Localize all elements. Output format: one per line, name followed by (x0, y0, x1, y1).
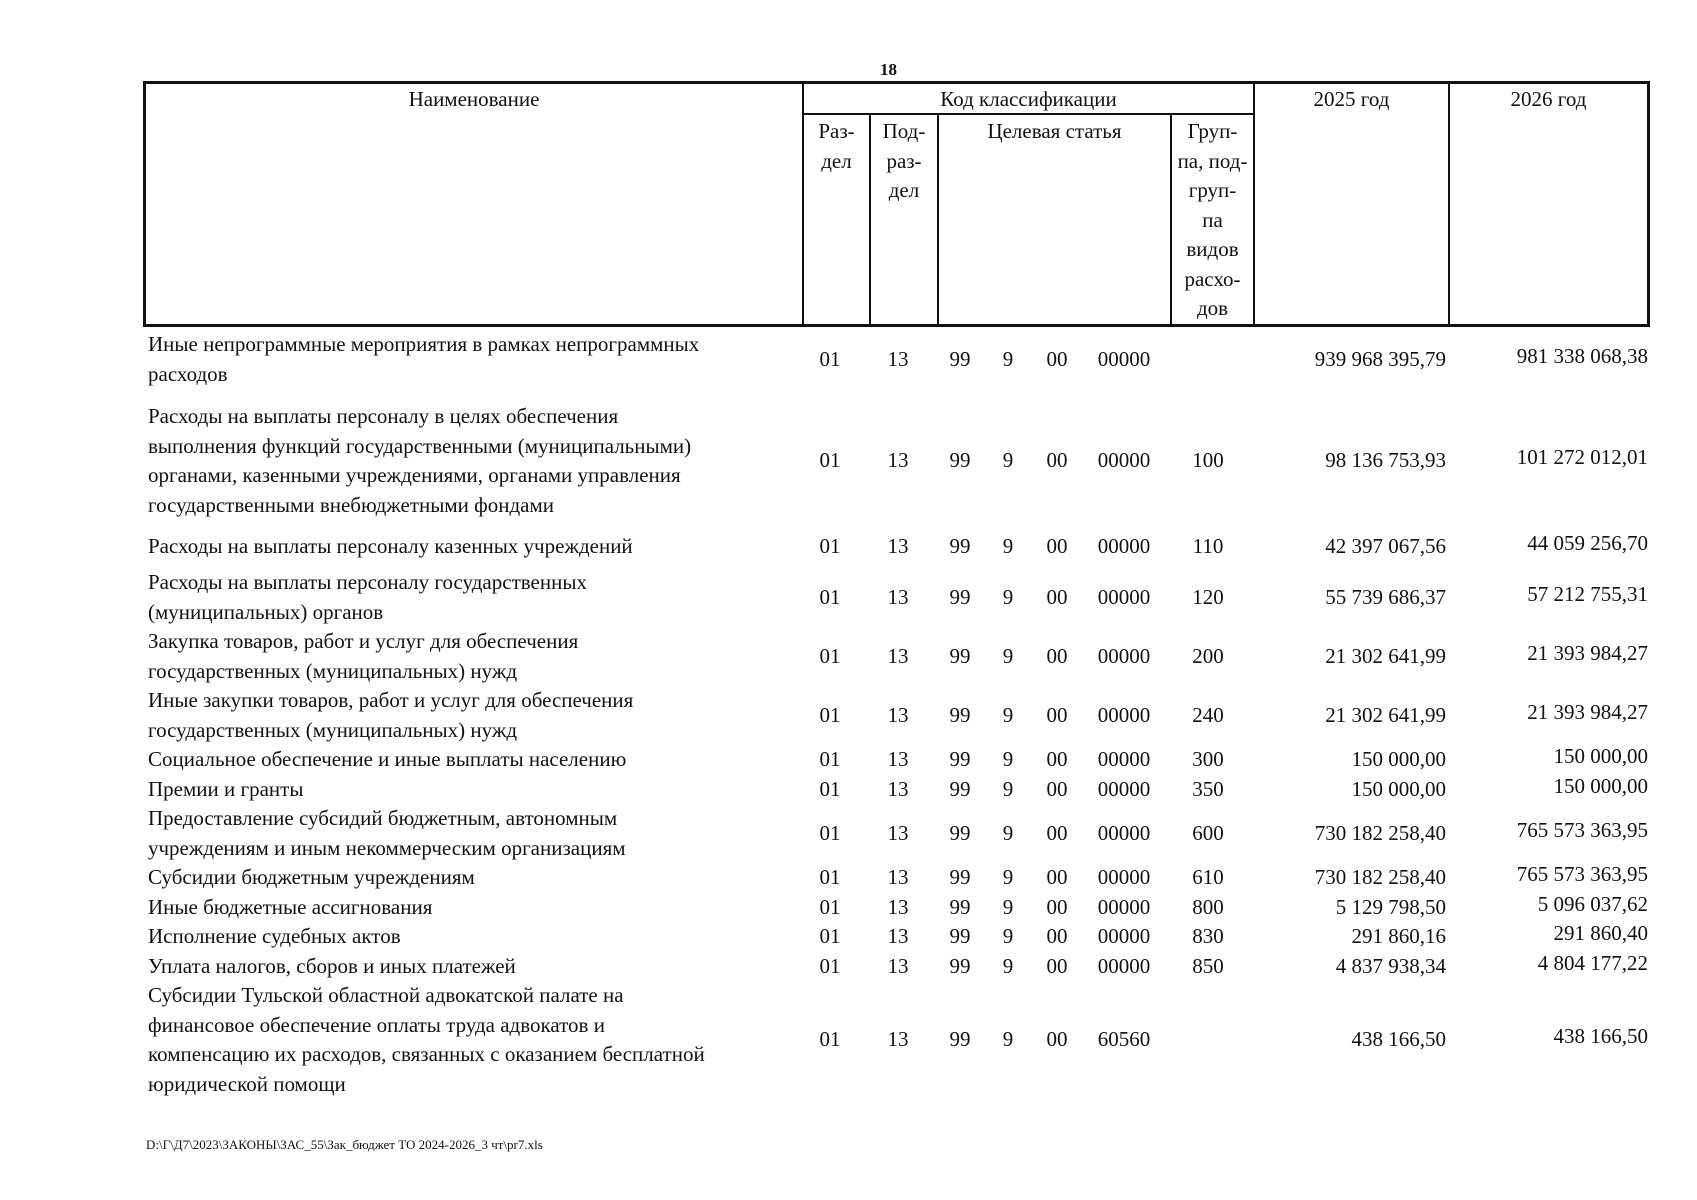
cell-cs4: 00000 (1097, 702, 1151, 727)
cell-razdel: 01 (819, 777, 841, 801)
cell-v2025: 4 837 938,34 (1335, 954, 1446, 978)
header-celevaya: Целевая статья (987, 119, 1122, 143)
cell-v2025: 21 302 641,99 (1325, 702, 1446, 727)
cell-vr: 300 (1192, 747, 1224, 771)
cell-cs3: 00 (1046, 895, 1068, 919)
cell-cs3: 00 (1046, 346, 1068, 371)
header-name: Наименование (408, 87, 540, 111)
cell-razdel: 01 (819, 954, 841, 978)
row-name: Субсидии Тульской областной адвокатской палате на финансовое обеспечение оплаты труда адвокатов и компенсацию их расходов, связанных с оказанием бесплатной юридической помощи (148, 983, 705, 1096)
cell-v2026: 101 272 012,01 (1516, 445, 1648, 470)
cell-v2026: 981 338 068,38 (1516, 343, 1648, 368)
cell-cs3: 00 (1046, 448, 1068, 473)
cell-cs3: 00 (1046, 777, 1068, 801)
cell-v2025: 730 182 258,40 (1314, 820, 1446, 845)
cell-razdel: 01 (819, 346, 841, 371)
cell-v2026: 438 166,50 (1553, 1024, 1648, 1049)
cell-cs2: 9 (1002, 702, 1014, 727)
cell-cs3: 00 (1046, 534, 1068, 558)
cell-cs1: 99 (949, 534, 971, 558)
cell-razdel: 01 (819, 448, 841, 473)
header-razdel: Раз- дел (818, 119, 855, 173)
row-name: Расходы на выплаты персоналу в целях обеспечения выполнения функций государственными (муниципальными) органами, казенными учреждениями, органами управления государственными внебюджетными фондами (148, 404, 692, 517)
cell-podrazdel: 13 (887, 1027, 909, 1052)
cell-razdel: 01 (819, 747, 841, 771)
cell-cs1: 99 (949, 1027, 971, 1052)
cell-razdel: 01 (819, 1027, 841, 1052)
cell-v2026: 57 212 755,31 (1527, 581, 1648, 606)
cell-cs3: 00 (1046, 865, 1068, 889)
cell-cs4: 00000 (1097, 777, 1151, 801)
row-name: Исполнение судебных актов (148, 924, 401, 948)
cell-razdel: 01 (819, 643, 841, 668)
cell-v2025: 730 182 258,40 (1314, 865, 1446, 889)
row-name: Расходы на выплаты персоналу государственных (муниципальных) органов (148, 570, 587, 624)
cell-podrazdel: 13 (887, 924, 909, 948)
cell-cs3: 00 (1046, 954, 1068, 978)
cell-v2026: 150 000,00 (1553, 774, 1648, 798)
cell-vr: 600 (1192, 820, 1224, 845)
cell-razdel: 01 (819, 895, 841, 919)
cell-razdel: 01 (819, 820, 841, 845)
cell-cs2: 9 (1002, 448, 1014, 473)
cell-cs4: 00000 (1097, 954, 1151, 978)
row-name: Уплата налогов, сборов и иных платежей (148, 954, 516, 978)
cell-vr: 610 (1192, 865, 1224, 889)
cell-v2026: 765 573 363,95 (1516, 862, 1648, 886)
cell-cs4: 00000 (1097, 924, 1151, 948)
cell-cs4: 00000 (1097, 747, 1151, 771)
cell-vr: 200 (1192, 643, 1224, 668)
cell-podrazdel: 13 (887, 534, 909, 558)
cell-vr: 850 (1192, 954, 1224, 978)
cell-cs3: 00 (1046, 702, 1068, 727)
cell-cs2: 9 (1002, 1027, 1014, 1052)
cell-cs2: 9 (1002, 346, 1014, 371)
cell-razdel: 01 (819, 584, 841, 609)
cell-vr: 110 (1192, 534, 1224, 558)
cell-cs2: 9 (1002, 777, 1014, 801)
cell-v2026: 21 393 984,27 (1527, 640, 1648, 665)
cell-vr: 240 (1192, 702, 1224, 727)
cell-v2025: 438 166,50 (1351, 1027, 1446, 1052)
cell-v2025: 150 000,00 (1351, 777, 1446, 801)
cell-v2025: 939 968 395,79 (1314, 346, 1446, 371)
table-header (143, 81, 1650, 327)
cell-cs1: 99 (949, 895, 971, 919)
cell-cs2: 9 (1002, 534, 1014, 558)
cell-vr: 120 (1192, 584, 1224, 609)
cell-podrazdel: 13 (887, 820, 909, 845)
cell-cs2: 9 (1002, 865, 1014, 889)
row-name: Иные непрограммные мероприятия в рамках непрограммных расходов (148, 332, 700, 386)
page-number: 18 (880, 60, 897, 79)
cell-razdel: 01 (819, 865, 841, 889)
cell-razdel: 01 (819, 702, 841, 727)
cell-v2025: 150 000,00 (1351, 747, 1446, 771)
cell-vr: 350 (1192, 777, 1224, 801)
cell-cs3: 00 (1046, 643, 1068, 668)
cell-v2026: 291 860,40 (1553, 921, 1648, 945)
cell-cs2: 9 (1002, 924, 1014, 948)
header-podrazdel: Под- раз- дел (882, 119, 926, 202)
cell-cs4: 00000 (1097, 448, 1151, 473)
cell-cs1: 99 (949, 777, 971, 801)
cell-v2026: 150 000,00 (1553, 744, 1648, 768)
cell-v2026: 5 096 037,62 (1537, 892, 1648, 916)
cell-cs2: 9 (1002, 643, 1014, 668)
cell-cs4: 00000 (1097, 534, 1151, 558)
row-name: Иные закупки товаров, работ и услуг для обеспечения государственных (муниципальных) нужд (148, 688, 634, 742)
cell-cs3: 00 (1046, 820, 1068, 845)
cell-cs1: 99 (949, 820, 971, 845)
cell-podrazdel: 13 (887, 584, 909, 609)
cell-cs1: 99 (949, 865, 971, 889)
cell-cs2: 9 (1002, 895, 1014, 919)
cell-cs1: 99 (949, 747, 971, 771)
cell-podrazdel: 13 (887, 865, 909, 889)
cell-cs1: 99 (949, 924, 971, 948)
cell-podrazdel: 13 (887, 702, 909, 727)
cell-v2025: 55 739 686,37 (1325, 584, 1446, 609)
cell-cs1: 99 (949, 448, 971, 473)
cell-podrazdel: 13 (887, 747, 909, 771)
row-name: Социальное обеспечение и иные выплаты населению (148, 747, 627, 771)
cell-v2026: 21 393 984,27 (1527, 699, 1648, 724)
cell-vr: 830 (1192, 924, 1224, 948)
header-2025: 2025 год (1313, 87, 1390, 111)
cell-vr: 800 (1192, 895, 1224, 919)
file-path-footer: D:\Г\Д7\2023\ЗАКОНЫ\ЗАС_55\Зак_бюджет ТО 2024-2026_3 чт\pr7.xls (146, 1137, 543, 1152)
cell-podrazdel: 13 (887, 643, 909, 668)
header-gruppa: Груп- па, под- груп- па видов расхо- дов (1177, 119, 1248, 320)
cell-podrazdel: 13 (887, 448, 909, 473)
row-name: Закупка товаров, работ и услуг для обеспечения государственных (муниципальных) нужд (148, 629, 579, 683)
cell-podrazdel: 13 (887, 954, 909, 978)
cell-cs1: 99 (949, 702, 971, 727)
row-name: Предоставление субсидий бюджетным, автономным учреждениям и иным некоммерческим организациям (148, 806, 626, 860)
row-name: Расходы на выплаты персоналу казенных учреждений (148, 534, 633, 558)
cell-cs3: 00 (1046, 747, 1068, 771)
cell-cs2: 9 (1002, 954, 1014, 978)
cell-cs3: 00 (1046, 924, 1068, 948)
cell-cs3: 00 (1046, 584, 1068, 609)
cell-cs1: 99 (949, 643, 971, 668)
cell-cs4: 00000 (1097, 895, 1151, 919)
cell-cs4: 00000 (1097, 346, 1151, 371)
cell-cs3: 00 (1046, 1027, 1068, 1052)
cell-podrazdel: 13 (887, 346, 909, 371)
header-2026: 2026 год (1510, 87, 1587, 111)
cell-cs1: 99 (949, 584, 971, 609)
row-name: Иные бюджетные ассигнования (148, 895, 433, 919)
row-name: Субсидии бюджетным учреждениям (148, 865, 475, 889)
cell-v2025: 98 136 753,93 (1325, 448, 1446, 473)
cell-podrazdel: 13 (887, 895, 909, 919)
cell-v2025: 21 302 641,99 (1325, 643, 1446, 668)
cell-razdel: 01 (819, 924, 841, 948)
cell-v2025: 5 129 798,50 (1335, 895, 1446, 919)
header-classification: Код классификации (940, 87, 1117, 111)
cell-v2026: 765 573 363,95 (1516, 817, 1648, 842)
cell-cs4: 00000 (1097, 820, 1151, 845)
cell-cs2: 9 (1002, 584, 1014, 609)
cell-v2025: 42 397 067,56 (1325, 534, 1446, 558)
cell-podrazdel: 13 (887, 777, 909, 801)
cell-cs2: 9 (1002, 747, 1014, 771)
cell-v2025: 291 860,16 (1351, 924, 1446, 948)
cell-cs2: 9 (1002, 820, 1014, 845)
row-name: Премии и гранты (148, 777, 304, 801)
cell-cs4: 60560 (1097, 1027, 1151, 1052)
cell-cs4: 00000 (1097, 865, 1151, 889)
cell-cs4: 00000 (1097, 643, 1151, 668)
cell-v2026: 44 059 256,70 (1527, 531, 1648, 555)
cell-vr: 100 (1192, 448, 1224, 473)
cell-cs1: 99 (949, 954, 971, 978)
cell-razdel: 01 (819, 534, 841, 558)
cell-cs1: 99 (949, 346, 971, 371)
cell-v2026: 4 804 177,22 (1537, 951, 1648, 975)
cell-cs4: 00000 (1097, 584, 1151, 609)
